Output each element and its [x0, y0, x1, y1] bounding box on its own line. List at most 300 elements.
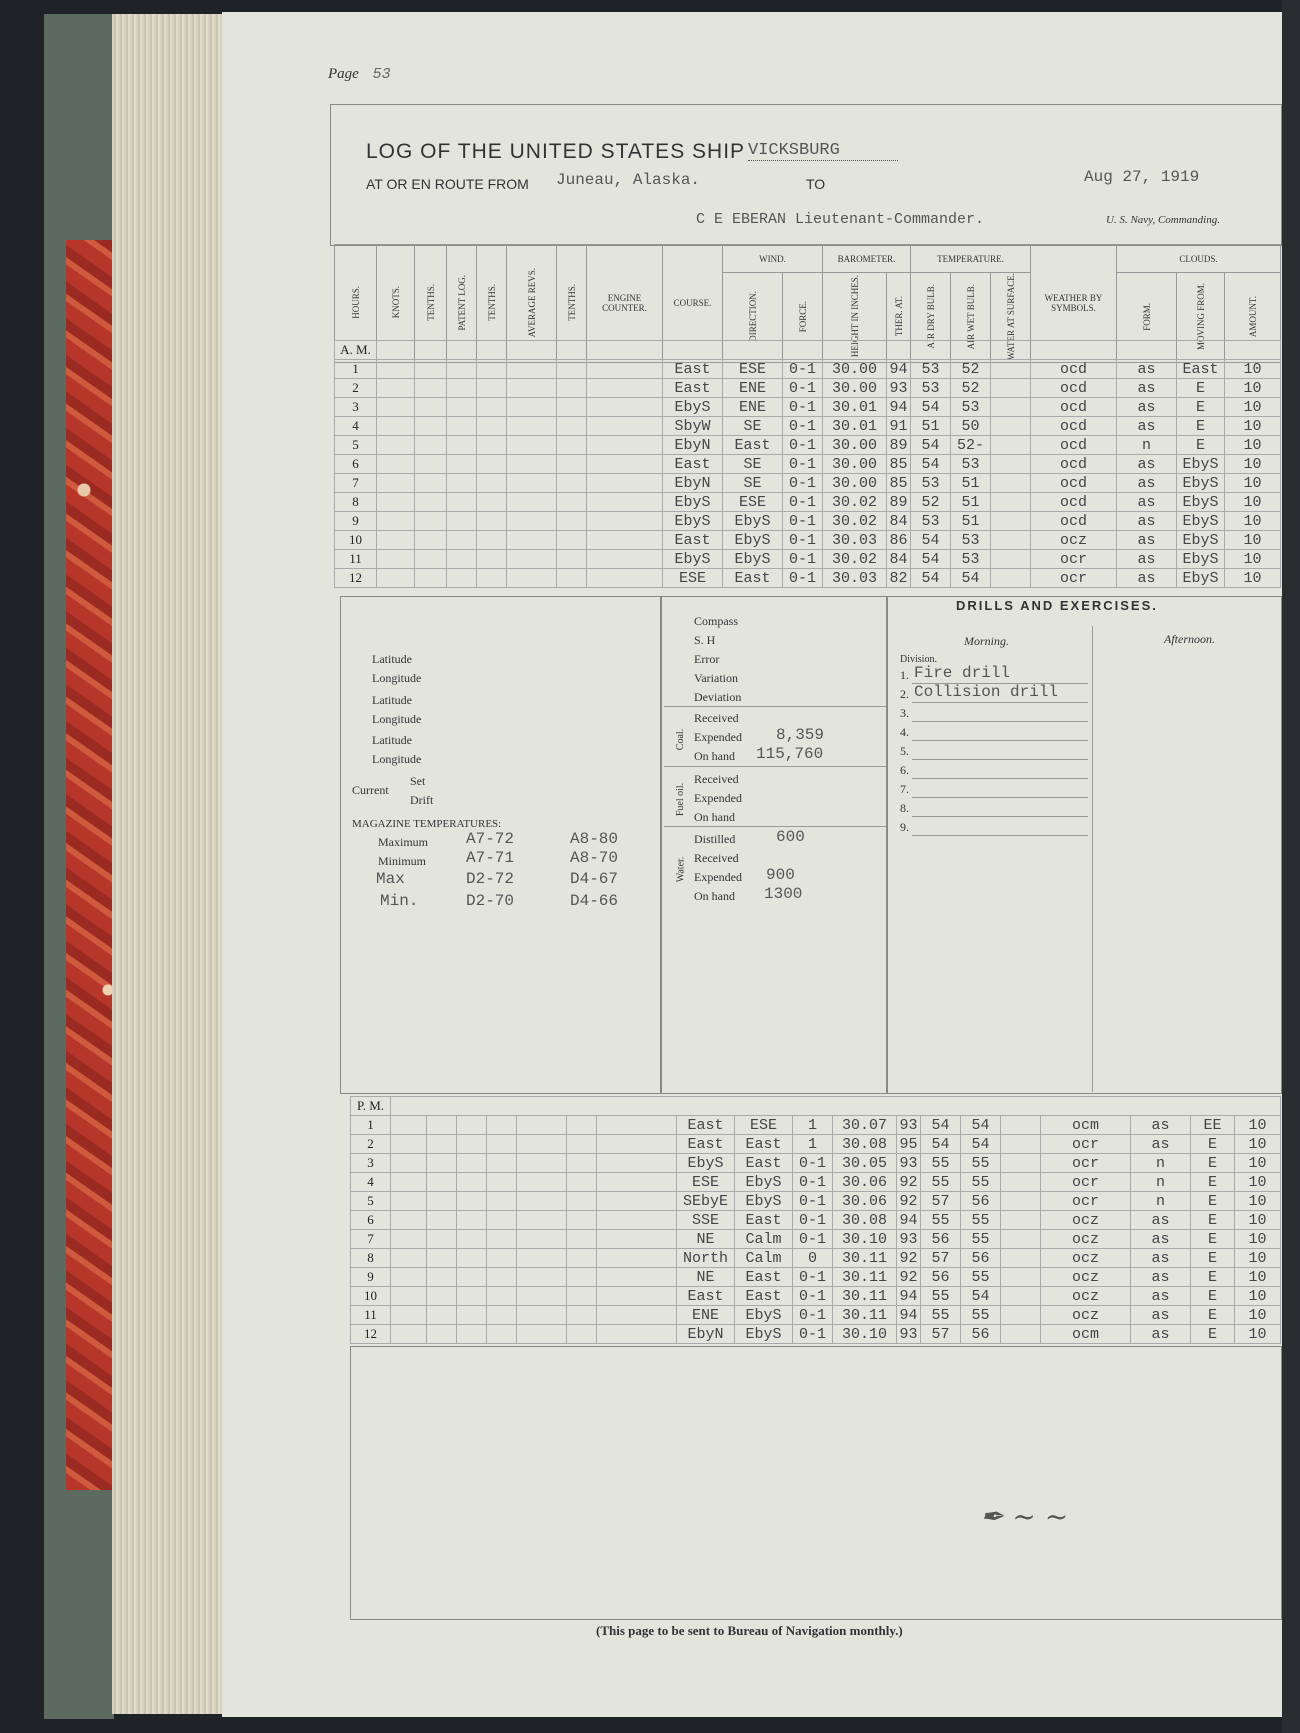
pm-cell-empty — [457, 1249, 487, 1268]
am-cell-empty — [377, 398, 415, 417]
pm-cell-wet: 55 — [961, 1268, 1001, 1287]
pm-cell-empty — [391, 1325, 427, 1344]
am-cell-bar: 30.00 — [823, 436, 887, 455]
pm-cell-empty — [487, 1287, 517, 1306]
pm-cell-amt: 10 — [1235, 1211, 1281, 1230]
am-cell-amt: 10 — [1225, 436, 1281, 455]
pm-cell-ther: 92 — [897, 1192, 921, 1211]
am-row — [335, 360, 1281, 379]
am-cell-empty — [477, 455, 507, 474]
pm-cell-empty — [1001, 1173, 1041, 1192]
am-cell-force: 0-1 — [783, 531, 823, 550]
pm-cell-dir: EbyS — [735, 1325, 793, 1344]
pm-cell-ther: 95 — [897, 1135, 921, 1154]
am-cell-dry: 54 — [911, 455, 951, 474]
pm-row — [351, 1211, 1281, 1230]
am-cell-empty — [991, 531, 1031, 550]
pm-cell-form: as — [1131, 1211, 1191, 1230]
page-number-value: 53 — [372, 66, 391, 83]
pm-cell-empty — [517, 1268, 567, 1287]
magazine-min-label-2: Min. — [380, 892, 419, 910]
am-cell-empty — [557, 474, 587, 493]
fuel-oil-label: Fuel oil. — [675, 782, 687, 817]
pm-cell-weather: ocr — [1041, 1135, 1131, 1154]
am-cell-weather: ocd — [1031, 436, 1117, 455]
am-cell-empty — [377, 493, 415, 512]
pm-cell-weather: ocr — [1041, 1192, 1131, 1211]
pm-cell-empty — [597, 1135, 677, 1154]
am-cell-course: EbyS — [663, 550, 723, 569]
am-cell-amt: 10 — [1225, 512, 1281, 531]
am-cell-empty — [991, 512, 1031, 531]
am-cell-empty — [447, 531, 477, 550]
pm-cell-moving: E — [1191, 1173, 1235, 1192]
am-cell-h: 10 — [335, 531, 377, 550]
am-cell-h: 8 — [335, 493, 377, 512]
am-cell-empty — [507, 436, 557, 455]
pm-cell-wet: 55 — [961, 1306, 1001, 1325]
pm-cell-amt: 10 — [1235, 1192, 1281, 1211]
am-cell-empty — [447, 360, 477, 379]
pm-cell-course: EbyN — [677, 1325, 735, 1344]
am-cell-empty — [377, 360, 415, 379]
am-cell-empty — [447, 398, 477, 417]
pm-cell-ther: 93 — [897, 1154, 921, 1173]
pm-cell-empty — [487, 1268, 517, 1287]
am-cell-course: East — [663, 531, 723, 550]
am-cell-ther: 91 — [887, 417, 911, 436]
am-cell-empty — [557, 379, 587, 398]
pm-cell-h: 9 — [351, 1268, 391, 1287]
pm-row — [351, 1135, 1281, 1154]
drill-number: 2. — [900, 687, 909, 701]
pm-cell-bar: 30.06 — [833, 1192, 897, 1211]
pm-row — [351, 1325, 1281, 1344]
am-cell-course: EbyS — [663, 512, 723, 531]
pm-cell-wet: 55 — [961, 1211, 1001, 1230]
am-cell-wet: 53 — [951, 550, 991, 569]
pm-cell-empty — [427, 1306, 457, 1325]
page-edges — [112, 14, 224, 1714]
pm-cell-h: 1 — [351, 1116, 391, 1135]
hdr-form: FORM. — [1141, 302, 1152, 331]
am-cell-course: EbyN — [663, 436, 723, 455]
pm-row — [351, 1116, 1281, 1135]
pm-cell-dir: East — [735, 1287, 793, 1306]
drill-line — [912, 797, 1088, 798]
am-cell-moving: EbyS — [1177, 512, 1225, 531]
pm-cell-empty — [457, 1154, 487, 1173]
am-cell-wet: 51 — [951, 474, 991, 493]
pm-cell-empty — [517, 1306, 567, 1325]
pm-cell-amt: 10 — [1235, 1249, 1281, 1268]
am-cell-weather: ocd — [1031, 398, 1117, 417]
am-cell-amt: 10 — [1225, 398, 1281, 417]
am-cell-wet: 53 — [951, 398, 991, 417]
am-cell-empty — [507, 493, 557, 512]
am-cell-moving: E — [1177, 379, 1225, 398]
am-cell-ther: 86 — [887, 531, 911, 550]
am-cell-wet: 52- — [951, 436, 991, 455]
am-cell-bar: 30.00 — [823, 474, 887, 493]
drill-line — [912, 759, 1088, 760]
pm-cell-wet: 54 — [961, 1135, 1001, 1154]
drills-title: DRILLS AND EXERCISES. — [956, 598, 1158, 613]
pm-cell-empty — [517, 1325, 567, 1344]
route-from: Juneau, Alaska. — [556, 171, 701, 189]
pm-cell-empty — [517, 1135, 567, 1154]
drill-line — [912, 835, 1088, 836]
am-cell-weather: ocd — [1031, 493, 1117, 512]
am-cell-empty — [507, 512, 557, 531]
hdr-amount: AMOUNT. — [1247, 295, 1258, 338]
pm-cell-form: as — [1131, 1230, 1191, 1249]
am-label: A. M. — [335, 341, 377, 360]
am-cell-empty — [557, 569, 587, 588]
am-cell-moving: EbyS — [1177, 550, 1225, 569]
pm-cell-course: East — [677, 1287, 735, 1306]
pm-cell-wet: 55 — [961, 1154, 1001, 1173]
am-cell-moving: East — [1177, 360, 1225, 379]
drills-divider — [1092, 626, 1093, 1092]
pm-cell-empty — [517, 1249, 567, 1268]
pm-cell-course: EbyS — [677, 1154, 735, 1173]
am-cell-force: 0-1 — [783, 474, 823, 493]
pm-cell-dir: EbyS — [735, 1306, 793, 1325]
am-cell-force: 0-1 — [783, 493, 823, 512]
am-row — [335, 379, 1281, 398]
am-cell-wet: 52 — [951, 360, 991, 379]
coal-on-hand-label: On hand — [694, 749, 735, 763]
am-cell-ther: 94 — [887, 398, 911, 417]
pm-cell-h: 2 — [351, 1135, 391, 1154]
drills-morning-label: Morning. — [964, 634, 1009, 648]
pm-cell-force: 0-1 — [793, 1192, 833, 1211]
drill-number: 8. — [900, 801, 909, 815]
am-cell-amt: 10 — [1225, 379, 1281, 398]
am-cell-empty — [557, 512, 587, 531]
hdr-hours: HOURS. — [350, 286, 361, 319]
am-cell-dry: 53 — [911, 474, 951, 493]
am-cell-empty — [477, 398, 507, 417]
pm-cell-empty — [567, 1306, 597, 1325]
am-cell-weather: ocr — [1031, 569, 1117, 588]
pm-cell-empty — [597, 1230, 677, 1249]
magazine-max-d: D4-67 — [570, 870, 619, 888]
am-cell-dir: ESE — [723, 360, 783, 379]
pm-cell-moving: E — [1191, 1306, 1235, 1325]
am-cell-empty — [557, 360, 587, 379]
am-cell-h: 3 — [335, 398, 377, 417]
am-cell-empty — [377, 550, 415, 569]
pm-cell-empty — [1001, 1287, 1041, 1306]
am-cell-empty — [477, 493, 507, 512]
coal-divider — [664, 706, 886, 707]
am-latitude-label: Latitude — [372, 652, 412, 666]
am-cell-dry: 53 — [911, 360, 951, 379]
hdr-patent-log: PATENT LOG. — [456, 274, 467, 331]
am-cell-empty — [507, 550, 557, 569]
am-cell-empty — [557, 417, 587, 436]
pm-cell-weather: ocr — [1041, 1154, 1131, 1173]
pm-cell-force: 1 — [793, 1135, 833, 1154]
magazine-max-c: D2-72 — [466, 870, 515, 888]
pm-cell-h: 12 — [351, 1325, 391, 1344]
am-cell-force: 0-1 — [783, 436, 823, 455]
pm-cell-force: 0-1 — [793, 1268, 833, 1287]
pm-cell-empty — [487, 1173, 517, 1192]
pm-cell-ther: 92 — [897, 1268, 921, 1287]
pm-cell-force: 0-1 — [793, 1154, 833, 1173]
water-distilled-label: Distilled — [694, 832, 736, 846]
am-row — [335, 493, 1281, 512]
pm-cell-force: 0-1 — [793, 1211, 833, 1230]
pm-cell-empty — [597, 1192, 677, 1211]
am-cell-course: EbyS — [663, 493, 723, 512]
am-cell-moving: E — [1177, 398, 1225, 417]
pm-cell-empty — [517, 1287, 567, 1306]
am-cell-empty — [557, 398, 587, 417]
pm-cell-empty — [487, 1192, 517, 1211]
pm-cell-dir: Calm — [735, 1230, 793, 1249]
am-row — [335, 398, 1281, 417]
magazine-min-d: D4-66 — [570, 892, 619, 910]
hdr-moving: MOVING FROM. — [1195, 282, 1206, 350]
pm-cell-empty — [457, 1135, 487, 1154]
pm-row — [351, 1249, 1281, 1268]
pm-cell-empty — [391, 1135, 427, 1154]
am-cell-h: 5 — [335, 436, 377, 455]
am-cell-bar: 30.02 — [823, 493, 887, 512]
hdr-water-surface: WATER AT SURFACE. — [1005, 273, 1016, 360]
am-cell-wet: 53 — [951, 455, 991, 474]
pm-cell-course: East — [677, 1116, 735, 1135]
am-cell-form: as — [1117, 360, 1177, 379]
am-cell-dry: 53 — [911, 512, 951, 531]
am-cell-empty — [557, 531, 587, 550]
am-cell-empty — [991, 379, 1031, 398]
pm-cell-weather: ocz — [1041, 1249, 1131, 1268]
am-cell-empty — [447, 436, 477, 455]
am-cell-moving: EbyS — [1177, 569, 1225, 588]
pm-cell-empty — [1001, 1135, 1041, 1154]
pm-cell-bar: 30.11 — [833, 1249, 897, 1268]
water-received-label: Received — [694, 851, 739, 865]
commander-signature: ✒ ~ ~ — [980, 1500, 1069, 1533]
am-cell-weather: ocr — [1031, 550, 1117, 569]
fuel-on-hand-label: On hand — [694, 810, 735, 824]
pm-cell-weather: ocz — [1041, 1306, 1131, 1325]
pm-cell-empty — [487, 1249, 517, 1268]
magazine-min-a: A7-71 — [466, 849, 515, 867]
pm-cell-dry: 57 — [921, 1325, 961, 1344]
pm-cell-course: SEbyE — [677, 1192, 735, 1211]
hdr-air-dry: AIR DRY BULB. — [925, 284, 936, 349]
hdr-engine-counter: ENGINE COUNTER. — [587, 245, 663, 363]
pm-cell-h: 6 — [351, 1211, 391, 1230]
pm-cell-empty — [517, 1116, 567, 1135]
pm-cell-force: 0-1 — [793, 1173, 833, 1192]
pm-cell-empty — [391, 1268, 427, 1287]
am-cell-dir: EbyS — [723, 550, 783, 569]
am-cell-form: as — [1117, 493, 1177, 512]
hdr-direction: DIRECTION. — [747, 291, 758, 342]
pm-cell-empty — [567, 1249, 597, 1268]
pm-cell-form: as — [1131, 1306, 1191, 1325]
pm-cell-bar: 30.08 — [833, 1211, 897, 1230]
error-label: Error — [694, 652, 720, 666]
am-cell-empty — [557, 550, 587, 569]
water-divider — [664, 826, 886, 827]
am-cell-force: 0-1 — [783, 550, 823, 569]
am-cell-ther: 84 — [887, 512, 911, 531]
am-cell-force: 0-1 — [783, 569, 823, 588]
magazine-min-label: Minimum — [378, 854, 427, 868]
footer-note: (This page to be sent to Bureau of Navigation monthly.) — [596, 1623, 903, 1638]
pm-cell-wet: 56 — [961, 1325, 1001, 1344]
pm-cell-bar: 30.10 — [833, 1325, 897, 1344]
pm-cell-ther: 94 — [897, 1287, 921, 1306]
pm-cell-empty — [457, 1325, 487, 1344]
pm-cell-weather: ocz — [1041, 1230, 1131, 1249]
variation-label: Variation — [694, 671, 738, 685]
am-cell-form: as — [1117, 379, 1177, 398]
am-cell-dir: SE — [723, 474, 783, 493]
drill-line — [912, 702, 1088, 703]
am-cell-moving: EbyS — [1177, 455, 1225, 474]
pm-cell-empty — [427, 1173, 457, 1192]
pm-cell-h: 7 — [351, 1230, 391, 1249]
pm-cell-empty — [457, 1287, 487, 1306]
am-cell-wet: 54 — [951, 569, 991, 588]
am-cell-empty — [477, 436, 507, 455]
am-cell-empty — [587, 493, 663, 512]
am-cell-form: as — [1117, 398, 1177, 417]
pm-cell-empty — [517, 1230, 567, 1249]
am-cell-h: 6 — [335, 455, 377, 474]
pm-cell-empty — [391, 1249, 427, 1268]
water-expended-label: Expended — [694, 870, 742, 884]
pm-cell-moving: E — [1191, 1154, 1235, 1173]
pm-cell-h: 10 — [351, 1287, 391, 1306]
am-cell-amt: 10 — [1225, 474, 1281, 493]
noon-longitude-label: Longitude — [372, 712, 422, 726]
pm-cell-bar: 30.08 — [833, 1135, 897, 1154]
drill-item: Collision drill — [914, 683, 1059, 701]
pm-cell-force: 1 — [793, 1116, 833, 1135]
drill-number: 1. — [900, 668, 909, 682]
current-set-label: Set — [410, 774, 426, 788]
am-cell-empty — [477, 379, 507, 398]
am-cell-empty — [587, 512, 663, 531]
pm-cell-ther: 92 — [897, 1249, 921, 1268]
am-cell-empty — [415, 569, 447, 588]
coal-on-hand-value: 115,760 — [756, 745, 824, 763]
pm-cell-moving: E — [1191, 1135, 1235, 1154]
pm-cell-empty — [567, 1135, 597, 1154]
pm-cell-dry: 55 — [921, 1211, 961, 1230]
am-cell-empty — [447, 569, 477, 588]
pm-cell-weather: ocm — [1041, 1325, 1131, 1344]
am-cell-empty — [447, 474, 477, 493]
pm-cell-moving: E — [1191, 1249, 1235, 1268]
log-title: LOG OF THE UNITED STATES SHIP — [366, 140, 746, 163]
am-cell-wet: 51 — [951, 512, 991, 531]
am-cell-amt: 10 — [1225, 531, 1281, 550]
pm-cell-empty — [567, 1211, 597, 1230]
pm-longitude-label: Longitude — [372, 752, 422, 766]
drill-number: 9. — [900, 820, 909, 834]
am-cell-h: 12 — [335, 569, 377, 588]
pm-cell-ther: 93 — [897, 1116, 921, 1135]
pm-cell-empty — [457, 1173, 487, 1192]
drill-line — [912, 721, 1088, 722]
pm-cell-empty — [487, 1325, 517, 1344]
pm-cell-dry: 55 — [921, 1173, 961, 1192]
drill-line — [912, 740, 1088, 741]
ship-name: VICKSBURG — [748, 141, 898, 161]
pm-cell-bar: 30.07 — [833, 1116, 897, 1135]
pm-cell-empty — [391, 1230, 427, 1249]
drill-number: 4. — [900, 725, 909, 739]
am-cell-form: as — [1117, 512, 1177, 531]
pm-cell-bar: 30.06 — [833, 1173, 897, 1192]
am-cell-dir: ENE — [723, 398, 783, 417]
am-cell-ther: 89 — [887, 493, 911, 512]
pm-cell-form: n — [1131, 1173, 1191, 1192]
am-cell-weather: ocd — [1031, 379, 1117, 398]
pm-cell-empty — [597, 1116, 677, 1135]
am-cell-wet: 52 — [951, 379, 991, 398]
am-cell-h: 1 — [335, 360, 377, 379]
pm-cell-weather: ocz — [1041, 1287, 1131, 1306]
am-cell-bar: 30.00 — [823, 379, 887, 398]
drill-number: 6. — [900, 763, 909, 777]
pm-cell-form: as — [1131, 1268, 1191, 1287]
pm-cell-empty — [487, 1154, 517, 1173]
am-cell-empty — [477, 569, 507, 588]
pm-cell-dry: 57 — [921, 1249, 961, 1268]
am-cell-empty — [991, 436, 1031, 455]
drill-number: 3. — [900, 706, 909, 720]
am-cell-weather: ocd — [1031, 474, 1117, 493]
am-cell-bar: 30.03 — [823, 569, 887, 588]
am-row — [335, 474, 1281, 493]
remarks-box — [350, 1346, 1282, 1620]
am-row — [335, 417, 1281, 436]
pm-cell-force: 0-1 — [793, 1230, 833, 1249]
pm-row — [351, 1173, 1281, 1192]
pm-cell-dry: 57 — [921, 1192, 961, 1211]
pm-cell-dir: East — [735, 1268, 793, 1287]
pm-cell-amt: 10 — [1235, 1268, 1281, 1287]
pm-cell-empty — [427, 1154, 457, 1173]
pm-cell-weather: ocz — [1041, 1211, 1131, 1230]
am-cell-form: as — [1117, 569, 1177, 588]
am-cell-empty — [377, 531, 415, 550]
am-cell-empty — [377, 569, 415, 588]
pm-cell-form: n — [1131, 1154, 1191, 1173]
am-row — [335, 569, 1281, 588]
am-cell-ther: 85 — [887, 474, 911, 493]
am-cell-form: as — [1117, 474, 1177, 493]
am-cell-empty — [587, 417, 663, 436]
pm-cell-dry: 55 — [921, 1306, 961, 1325]
am-cell-amt: 10 — [1225, 360, 1281, 379]
pm-cell-empty — [427, 1135, 457, 1154]
pm-cell-empty — [567, 1287, 597, 1306]
pm-cell-form: as — [1131, 1116, 1191, 1135]
